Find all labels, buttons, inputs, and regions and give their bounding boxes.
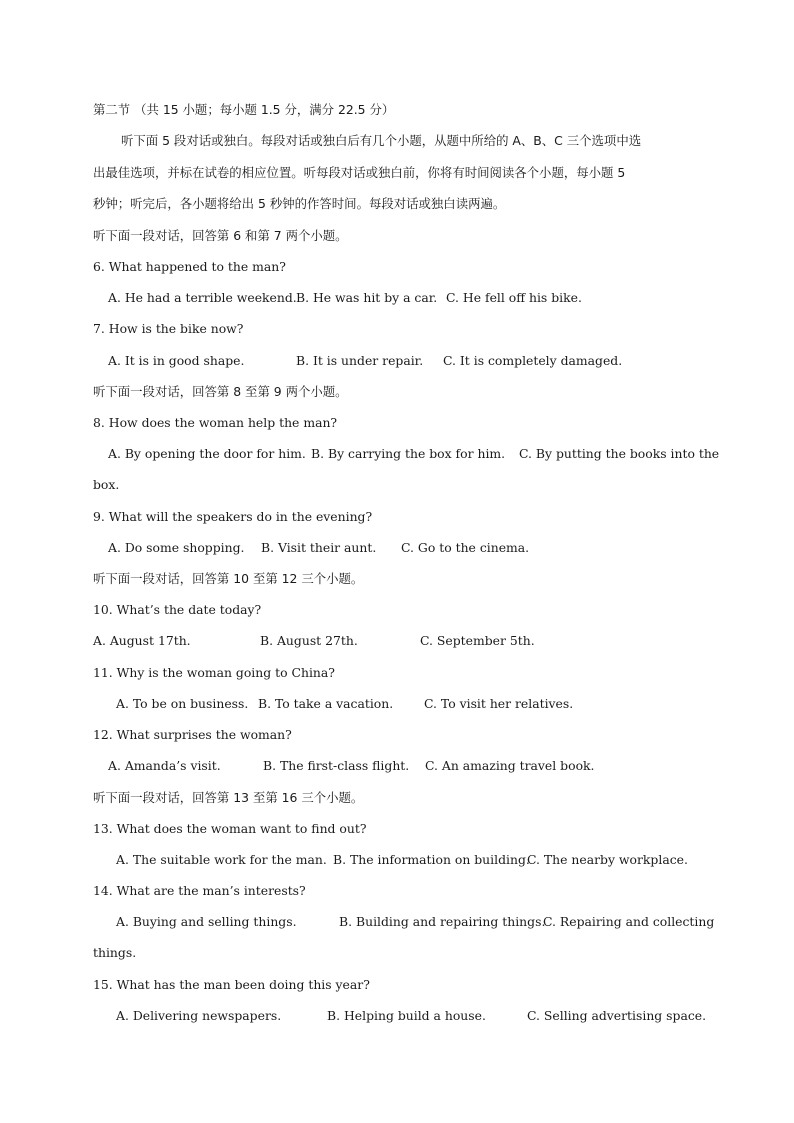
- option-b: B. Visit their aunt.: [261, 540, 377, 555]
- group-heading: 听下面一段对话，回答第 10 至第 12 三个小题。: [93, 571, 364, 586]
- section-title: 第二节 （共 15 小题；每小题 1.5 分，满分 22.5 分）: [93, 102, 395, 117]
- option-c: C. To visit her relatives.: [424, 696, 574, 711]
- option-a: A. By opening the door for him.: [108, 446, 306, 461]
- option-a: A. Buying and selling things.: [116, 914, 297, 929]
- question-stem: 14. What are the man’s interests?: [93, 883, 306, 898]
- option-a: A. He had a terrible weekend.: [108, 290, 297, 305]
- option-a: A. August 17th.: [93, 633, 191, 648]
- option-c: C. By putting the books into the: [519, 446, 720, 461]
- option-continuation: things.: [93, 945, 137, 960]
- question-stem: 9. What will the speakers do in the evening?: [93, 509, 373, 524]
- question-stem: 8. How does the woman help the man?: [93, 415, 338, 430]
- instructions-line-2: 出最佳选项，并标在试卷的相应位置。听每段对话或独白前，你将有时间阅读各个小题，每小题 5: [93, 165, 626, 180]
- option-a: A. Amanda’s visit.: [108, 758, 221, 773]
- option-c: C. An amazing travel book.: [425, 758, 595, 773]
- question-stem: 13. What does the woman want to find out?: [93, 821, 367, 836]
- option-b: B. The first-class flight.: [263, 758, 410, 773]
- question-stem: 11. Why is the woman going to China?: [93, 665, 335, 680]
- group-heading: 听下面一段对话，回答第 13 至第 16 三个小题。: [93, 790, 364, 805]
- option-b: B. By carrying the box for him.: [311, 446, 506, 461]
- option-a: A. The suitable work for the man.: [116, 852, 327, 867]
- question-stem: 10. What’s the date today?: [93, 602, 262, 617]
- option-b: B. It is under repair.: [296, 353, 424, 368]
- group-heading: 听下面一段对话，回答第 8 至第 9 两个小题。: [93, 384, 348, 399]
- option-b: B. To take a vacation.: [258, 696, 394, 711]
- option-c: C. The nearby workplace.: [527, 852, 688, 867]
- option-b: B. The information on building.: [333, 852, 530, 867]
- question-stem: 7. How is the bike now?: [93, 321, 244, 336]
- question-stem: 6. What happened to the man?: [93, 259, 286, 274]
- option-b: B. Building and repairing things.: [339, 914, 546, 929]
- instructions-line-1: 听下面 5 段对话或独白。每段对话或独白后有几个小题，从题中所给的 A、B、C 三个选项中选: [121, 133, 642, 148]
- option-c: C. He fell off his bike.: [446, 290, 582, 305]
- option-c: C. Go to the cinema.: [401, 540, 530, 555]
- option-c: C. Repairing and collecting: [543, 914, 715, 929]
- option-c: C. September 5th.: [420, 633, 535, 648]
- option-a: A. Delivering newspapers.: [116, 1008, 282, 1023]
- option-a: A. Do some shopping.: [108, 540, 245, 555]
- option-a: A. To be on business.: [116, 696, 249, 711]
- instructions-line-3: 秒钟；听完后，各小题将给出 5 秒钟的作答时间。每段对话或独白读两遍。: [93, 196, 506, 211]
- question-stem: 15. What has the man been doing this year?: [93, 977, 370, 992]
- question-stem: 12. What surprises the woman?: [93, 727, 292, 742]
- option-b: B. August 27th.: [260, 633, 358, 648]
- option-continuation: box.: [93, 477, 120, 492]
- option-a: A. It is in good shape.: [108, 353, 245, 368]
- option-b: B. Helping build a house.: [327, 1008, 486, 1023]
- option-b: B. He was hit by a car.: [296, 290, 438, 305]
- option-c: C. Selling advertising space.: [527, 1008, 707, 1023]
- option-c: C. It is completely damaged.: [443, 353, 623, 368]
- group-heading: 听下面一段对话，回答第 6 和第 7 两个小题。: [93, 228, 348, 243]
